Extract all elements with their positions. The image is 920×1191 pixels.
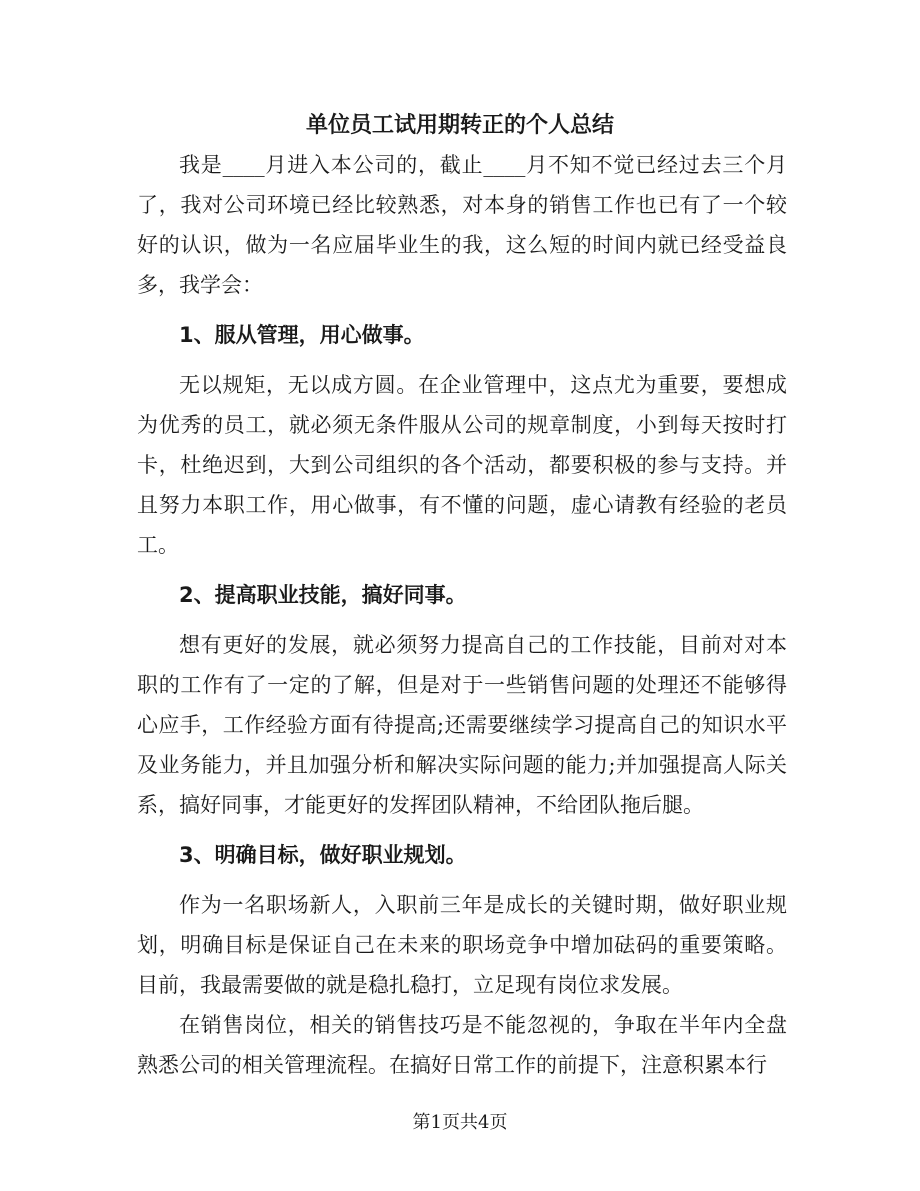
section-2-paragraph-1: 想有更好的发展，就必须努力提高自己的工作技能，目前对对本职的工作有了一定的了解，但是对于一些销售问题的处理还不能够得心应手，工作经验方面有待提高;还需要继续学习提高自己的知识水平及业务能力，并且加强分析和解决实际问题的能力;并加强提高人际关系，搞好同事，才能更好的发挥团队精神，不给团队拖后腿。 <box>137 633 787 817</box>
section-heading-1: 1、服从管理，用心做事。 <box>179 323 425 347</box>
section-heading-2: 2、提高职业技能，搞好同事。 <box>179 583 467 607</box>
section-3-paragraph-1: 作为一名职场新人，入职前三年是成长的关键时期，做好职业规划，明确目标是保证自己在未来的职场竞争中增加砝码的重要策略。目前，我最需要做的就是稳扎稳打，立足现有岗位求发展。 <box>137 893 787 997</box>
intro-paragraph: 我是____月进入本公司的，截止____月不知不觉已经过去三个月了，我对公司环境已经比较熟悉，对本身的销售工作也已有了一个较好的认识，做为一名应届毕业生的我，这么短的时间内就已经受益良多，我学会： <box>137 153 787 297</box>
document-body <box>137 145 787 1085</box>
section-1-paragraph-1: 无以规矩，无以成方圆。在企业管理中，这点尤为重要，要想成为优秀的员工，就必须无条件服从公司的规章制度，小到每天按时打卡，杜绝迟到，大到公司组织的各个活动，都要积极的参与支持。并且努力本职工作，用心做事，有不懂的问题，虚心请教有经验的老员工。 <box>137 373 787 557</box>
page-number-footer: 第1页共4页 <box>412 1112 508 1133</box>
section-heading-3: 3、明确目标，做好职业规划。 <box>179 843 467 867</box>
document-title: 单位员工试用期转正的个人总结 <box>305 113 614 138</box>
section-3-paragraph-2: 在销售岗位，相关的销售技巧是不能忽视的，争取在半年内全盘熟悉公司的相关管理流程。在搞好日常工作的前提下，注意积累本行 <box>137 1013 787 1077</box>
